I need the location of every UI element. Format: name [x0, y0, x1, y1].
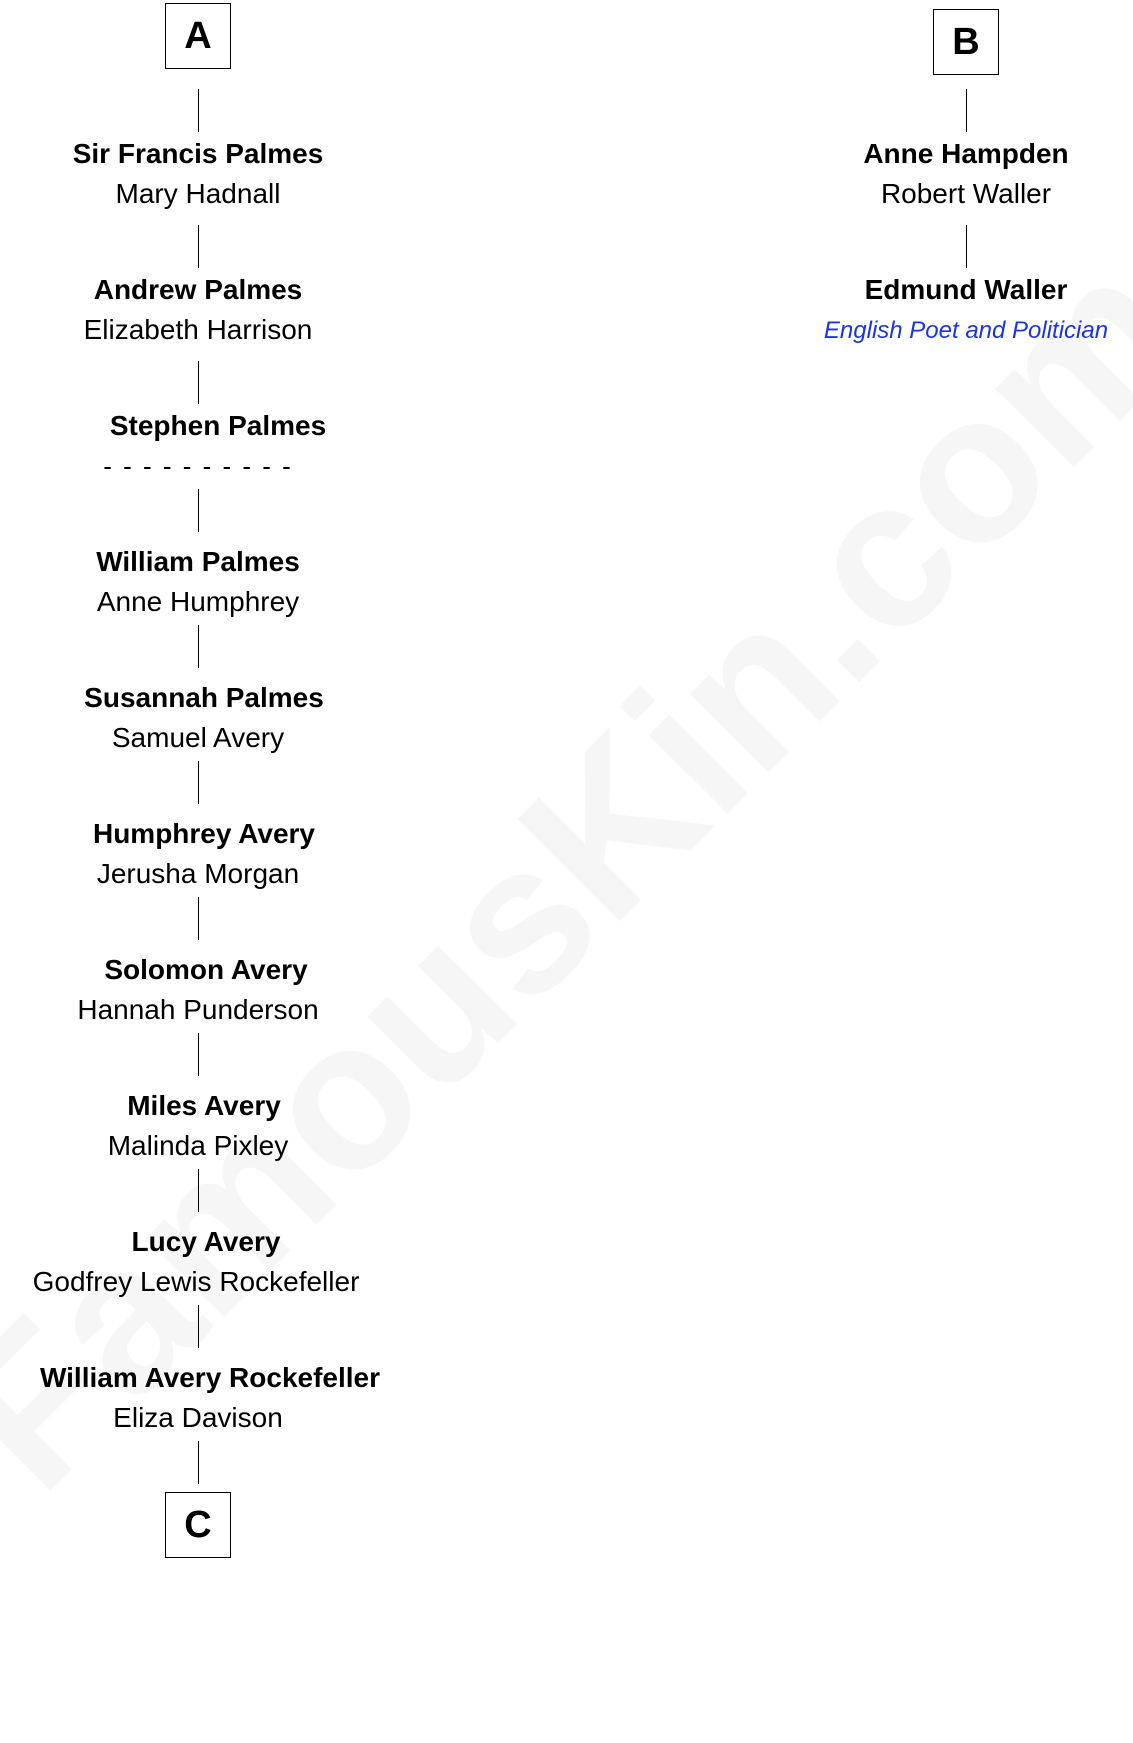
connector-line — [198, 489, 199, 532]
connector-line — [198, 761, 199, 804]
person-description: English Poet and Politician — [823, 317, 1109, 344]
spouse-name: Malinda Pixley — [107, 1130, 289, 1161]
spouse-name: Elizabeth Harrison — [83, 314, 313, 345]
connector-line — [966, 225, 967, 268]
lineage-column-b — [736, 0, 1133, 1743]
person-name: William Avery Rockefeller — [39, 1362, 381, 1393]
connector-line — [198, 1441, 199, 1484]
person-name: Stephen Palmes — [109, 410, 327, 441]
connector-line — [198, 225, 199, 268]
column-a-label-box: A — [165, 3, 231, 69]
connector-line — [966, 89, 967, 132]
person-name: Edmund Waller — [864, 274, 1068, 305]
person-name: Andrew Palmes — [93, 274, 303, 305]
unknown-spouse-dashes: - - - - - - - - - - — [103, 451, 293, 481]
connector-line — [198, 1305, 199, 1348]
connector-line — [198, 89, 199, 132]
spouse-name: Eliza Davison — [113, 1402, 283, 1433]
person-name: Lucy Avery — [131, 1226, 281, 1257]
person-name: Sir Francis Palmes — [72, 138, 324, 169]
person-name: William Palmes — [96, 546, 300, 577]
spouse-name: Hannah Punderson — [77, 994, 319, 1025]
lineage-column-a — [0, 0, 428, 1743]
person-name: Anne Hampden — [863, 138, 1069, 169]
spouse-name: Godfrey Lewis Rockefeller — [32, 1266, 360, 1297]
connector-line — [198, 1033, 199, 1076]
spouse-name: Robert Waller — [880, 178, 1052, 209]
connector-line — [198, 361, 199, 404]
column-b-label-box: B — [933, 9, 999, 75]
person-name: Miles Avery — [127, 1090, 281, 1121]
connector-line — [198, 625, 199, 668]
continuation-label-box: C — [165, 1492, 231, 1558]
person-name: Humphrey Avery — [92, 818, 315, 849]
connector-line — [198, 1169, 199, 1212]
spouse-name: Samuel Avery — [111, 722, 285, 753]
person-name: Solomon Avery — [104, 954, 308, 985]
connector-line — [198, 897, 199, 940]
spouse-name: Anne Humphrey — [96, 586, 300, 617]
person-name: Susannah Palmes — [84, 682, 324, 713]
spouse-name: Jerusha Morgan — [96, 858, 300, 889]
spouse-name: Mary Hadnall — [115, 178, 281, 209]
